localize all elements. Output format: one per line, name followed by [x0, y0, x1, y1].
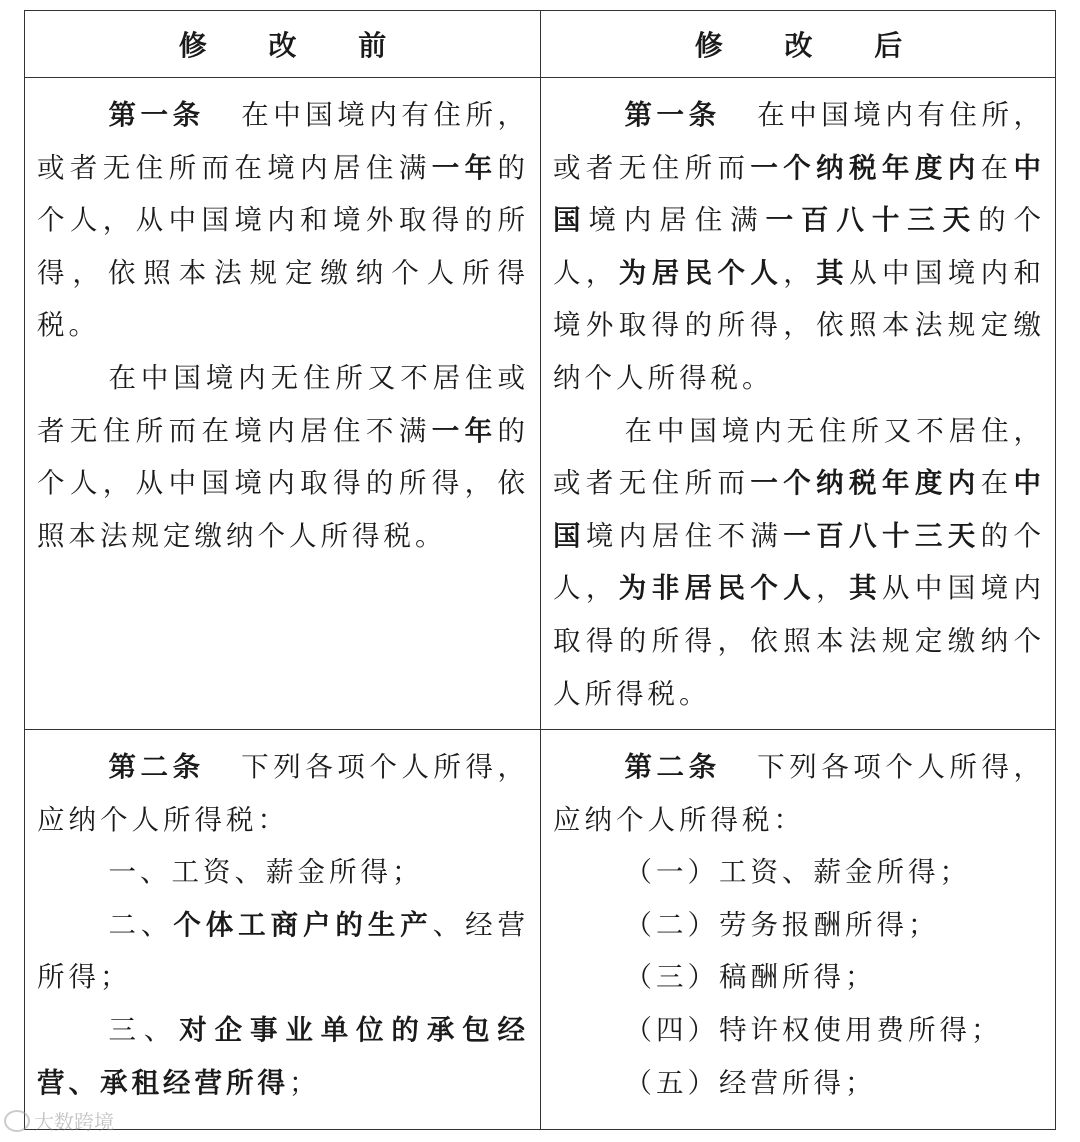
- highlight-span: 其: [849, 572, 882, 605]
- column-divider: [540, 11, 541, 1129]
- article-title: 第二条: [624, 751, 721, 783]
- highlight-span: 个体工商户的生产: [173, 908, 433, 941]
- article1-after-paragraph2: [553, 405, 1045, 721]
- text-span: 的个人，: [553, 519, 1046, 605]
- highlight-span: 一年: [431, 151, 498, 184]
- highlight-span: 为非居民个人: [618, 572, 817, 605]
- highlight-span: 中国: [553, 467, 1046, 552]
- article1-before-cell: [37, 89, 529, 562]
- watermark: [4, 1106, 114, 1135]
- text-span: 在中国境内有住所，或者无住所而: [553, 99, 1045, 184]
- article2-after-item: （五）经营所得；: [624, 1066, 877, 1099]
- text-span: ，: [816, 572, 850, 605]
- comparison-table: [24, 10, 1056, 1130]
- article2-before-intro: [37, 741, 529, 846]
- text-span: 三、: [108, 1013, 180, 1046]
- article2-after-item: （四）特许权使用费所得；: [624, 1013, 1003, 1046]
- text-span: ，: [783, 256, 817, 289]
- text-span: 在: [980, 151, 1014, 184]
- article-title: 第二条: [108, 751, 205, 783]
- article1-after-paragraph1: [553, 89, 1045, 405]
- highlight-span: 一个纳税年度内: [750, 467, 981, 500]
- article2-before-item1: [37, 846, 529, 899]
- watermark-logo-icon: [4, 1110, 30, 1132]
- article1-before-paragraph2: [37, 352, 529, 562]
- highlight-span: 一个纳税年度内: [750, 151, 981, 184]
- highlight-span: 其: [816, 256, 850, 289]
- text-span: 下列各项个人所得，应纳个人所得税：: [553, 751, 1045, 836]
- text-span: 从中国境内取得的所得，依照本法规定缴纳个人所得税。: [553, 572, 1046, 710]
- article1-before-paragraph1: [37, 89, 529, 352]
- text-span: 境内居住满: [588, 204, 766, 237]
- article1-after-cell: [553, 89, 1045, 720]
- text-span: ；: [289, 1066, 321, 1099]
- text-span: 在: [980, 467, 1014, 500]
- highlight-span: 、: [68, 1066, 100, 1099]
- row-divider: [25, 729, 1055, 730]
- article2-after-cell: [553, 741, 1045, 1109]
- text-span: 的个人，从中国境内取得的所得，依照本法规定缴纳个人所得税。: [37, 414, 530, 552]
- text-span: 的个人，: [553, 204, 1046, 289]
- header-after: 修 改 后: [694, 29, 929, 62]
- highlight-span: 一百八十三天: [765, 204, 979, 237]
- article2-before-cell: [37, 741, 529, 1109]
- highlight-span: 对企事业单位的承包经营: [37, 1013, 530, 1099]
- text-span: 、经营所得；: [37, 908, 530, 994]
- watermark-text: 大数跨境: [34, 1110, 114, 1134]
- highlight-span: 中国: [553, 151, 1046, 237]
- text-span: 的个人，从中国境内和境外取得的所得，依照本法规定缴纳个人所得税。: [37, 151, 530, 342]
- text-span: 境内居住不满: [585, 519, 784, 552]
- article2-before-item2: [37, 899, 529, 1004]
- highlight-span: 承租经营所得: [100, 1066, 289, 1099]
- article2-before-item3: [37, 1004, 529, 1109]
- text-span: 从中国境内和境外取得的所得，依照本法规定缴纳个人所得税。: [553, 256, 1046, 394]
- article-title: 第一条: [624, 99, 721, 131]
- highlight-span: 一年: [431, 414, 498, 447]
- text-span: 二、: [108, 908, 174, 941]
- text-span: 在中国境内无住所又不居住或者无住所而在境内居住不满: [37, 361, 529, 447]
- article2-after-intro: [553, 741, 1045, 846]
- article2-after-item: （一）工资、薪金所得；: [624, 856, 971, 889]
- text-span: 下列各项个人所得，应纳个人所得税：: [37, 751, 529, 836]
- text-span: 一、工资、薪金所得；: [108, 856, 424, 889]
- highlight-span: 一百八十三天: [783, 519, 981, 552]
- article2-after-item: （二）劳务报酬所得；: [624, 908, 940, 941]
- article2-after-item: （三）稿酬所得；: [624, 961, 877, 994]
- text-span: 在中国境内有住所，或者无住所而在境内居住满: [37, 99, 529, 184]
- text-span: 在中国境内无住所又不居住，或者无住所而: [553, 414, 1045, 500]
- header-before: 修 改 前: [178, 29, 413, 62]
- highlight-span: 为居民个人: [618, 256, 784, 289]
- header-divider: [25, 77, 1055, 78]
- article-title: 第一条: [108, 99, 205, 131]
